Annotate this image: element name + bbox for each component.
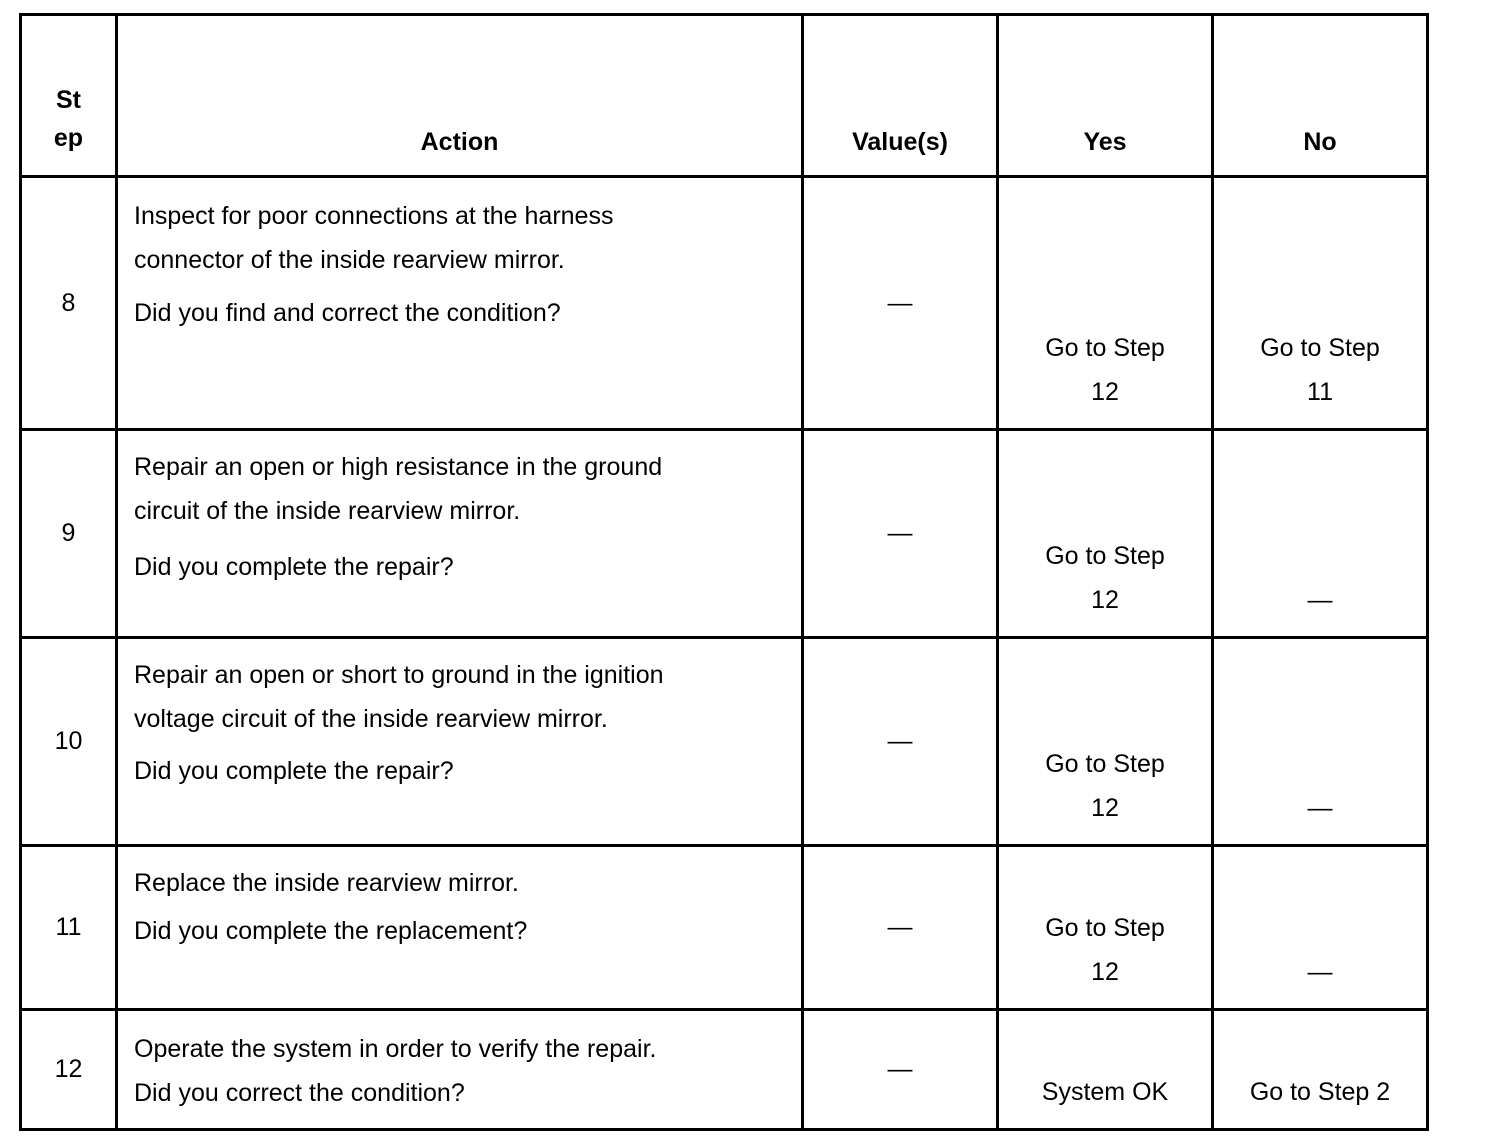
action-line: Replace the inside rearview mirror. <box>134 869 519 897</box>
action-cell <box>117 846 803 1010</box>
no-line: Go to Step <box>1260 334 1380 362</box>
step-cell: 12 <box>21 1010 117 1130</box>
action-line: Did you complete the repair? <box>134 757 454 785</box>
table-row <box>21 430 1428 638</box>
yes-line: Go to Step <box>1045 914 1165 942</box>
yes-cell <box>998 846 1213 1010</box>
yes-cell <box>998 1010 1213 1130</box>
yes-line: System OK <box>1041 1078 1169 1106</box>
header-action: Action <box>117 15 803 177</box>
table-row <box>21 1010 1428 1130</box>
yes-line: 12 <box>1091 378 1119 406</box>
step-cell: 10 <box>21 638 117 846</box>
yes-cell <box>998 638 1213 846</box>
no-line: 11 <box>1307 378 1333 406</box>
no-line: — <box>1307 586 1333 614</box>
diagnostic-table <box>19 13 1429 1131</box>
value-cell: — <box>803 430 998 638</box>
yes-cell <box>998 430 1213 638</box>
step-cell: 8 <box>21 177 117 430</box>
header-step-line-1: St <box>56 86 81 114</box>
value-cell: — <box>803 177 998 430</box>
yes-cell <box>998 177 1213 430</box>
action-line <box>134 282 791 291</box>
step-cell: 11 <box>21 846 117 1010</box>
action-line: Repair an open or short to ground in the ignition <box>134 661 664 689</box>
header-yes: Yes <box>998 15 1213 177</box>
action-cell <box>117 430 803 638</box>
yes-line: 12 <box>1091 794 1119 822</box>
yes-line: Go to Step <box>1045 334 1165 362</box>
action-line: connector of the inside rearview mirror. <box>134 246 565 274</box>
action-line: Repair an open or high resistance in the ground <box>134 453 663 481</box>
action-cell <box>117 177 803 430</box>
action-line: voltage circuit of the inside rearview mirror. <box>134 705 608 733</box>
no-cell <box>1213 430 1428 638</box>
header-values: Value(s) <box>803 15 998 177</box>
action-line: Did you complete the repair? <box>134 553 454 581</box>
action-line: circuit of the inside rearview mirror. <box>134 497 521 525</box>
yes-line: 12 <box>1091 958 1119 986</box>
table-row <box>21 846 1428 1010</box>
value-cell: — <box>803 638 998 846</box>
header-no: No <box>1213 15 1428 177</box>
action-cell <box>117 1010 803 1130</box>
yes-line: Go to Step <box>1045 750 1165 778</box>
table-row <box>21 638 1428 846</box>
table-row <box>21 177 1428 430</box>
no-line: Go to Step 2 <box>1249 1078 1391 1106</box>
value-cell: — <box>803 846 998 1010</box>
yes-line: 12 <box>1091 586 1119 614</box>
action-line: Inspect for poor connections at the harness <box>134 202 614 230</box>
yes-line: Go to Step <box>1045 542 1165 570</box>
no-cell <box>1213 1010 1428 1130</box>
action-line: Did you correct the condition? <box>134 1079 465 1107</box>
no-line: — <box>1307 794 1333 822</box>
no-line: — <box>1307 958 1333 986</box>
action-line: Operate the system in order to verify the repair. <box>134 1035 657 1063</box>
no-cell <box>1213 638 1428 846</box>
value-cell: — <box>803 1010 998 1130</box>
no-cell <box>1213 846 1428 1010</box>
header-step <box>21 15 117 177</box>
action-line: Did you find and correct the condition? <box>134 299 561 327</box>
step-cell: 9 <box>21 430 117 638</box>
action-cell <box>117 638 803 846</box>
header-step-line-2: ep <box>53 124 84 152</box>
no-cell <box>1213 177 1428 430</box>
header-row <box>21 15 1428 177</box>
action-line: Did you complete the replacement? <box>134 917 528 945</box>
